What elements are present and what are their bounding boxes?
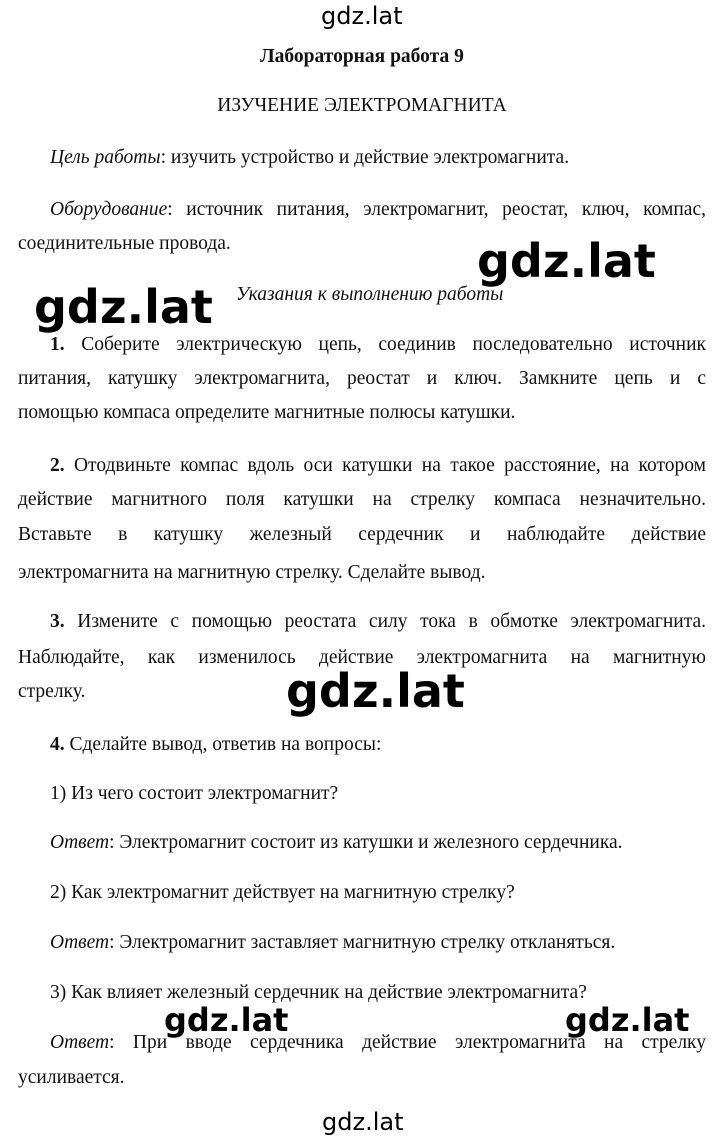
step-1-line-3: помощью компаса определите магнитные полюсы катушки. xyxy=(18,402,516,423)
step-1-line-1 xyxy=(50,333,706,357)
watermark-large-1: gdz.lat xyxy=(477,234,656,288)
question-1: 1) Из чего состоит электромагнит? xyxy=(50,783,339,804)
step-2-number: 2. xyxy=(50,455,65,476)
question-3: 3) Как влияет железный сердечник на действие электромагнита? xyxy=(50,982,587,1003)
step-4-number: 4. xyxy=(50,734,65,755)
answer-3-line-2: усиливается. xyxy=(18,1067,125,1088)
answer-1-text: : Электромагнит состоит из катушки и железного сердечника. xyxy=(109,832,623,853)
step-4-text-1: Сделайте вывод, ответив на вопросы: xyxy=(69,734,382,755)
watermark-top: gdz.lat xyxy=(321,2,403,30)
step-4-line-1 xyxy=(50,733,706,757)
step-2-line-2: действие магнитного поля катушки на стрелку компаса незначительно. xyxy=(18,489,706,510)
step-3-line-3: стрелку. xyxy=(18,681,86,702)
watermark-large-2: gdz.lat xyxy=(34,280,213,334)
step-2-line-3: Вставьте в катушку железный сердечник и наблюдайте действие xyxy=(18,524,706,545)
equipment-text-1: : источник питания, электромагнит, реостат, ключ, компас, xyxy=(167,199,706,220)
watermark-large-5: gdz.lat xyxy=(565,1001,690,1039)
step-2-line-4: электромагнита на магнитную стрелку. Сделайте вывод. xyxy=(18,562,486,583)
instructions-heading: Указания к выполнению работы xyxy=(236,284,504,305)
page-title: Лабораторная работа 9 xyxy=(260,46,464,67)
equipment-label: Оборудование xyxy=(50,199,168,220)
goal-label: Цель работы xyxy=(50,147,161,168)
answer-3-text-1: : При вводе сердечника действие электромагнита на стрелку xyxy=(109,1032,706,1053)
step-3-line-1 xyxy=(50,610,706,634)
step-1-text-1: Соберите электрическую цепь, соединив последовательно источник xyxy=(81,334,706,355)
goal-text: : изучить устройство и действие электромагнита. xyxy=(160,147,570,168)
page-subtitle: ИЗУЧЕНИЕ ЭЛЕКТРОМАГНИТА xyxy=(217,95,507,116)
answer-1-label: Ответ xyxy=(50,832,110,853)
step-3-text-1: Измените с помощью реостата силу тока в обмотке электромагнита. xyxy=(77,611,706,632)
step-3-number: 3. xyxy=(50,611,65,632)
step-1-line-2: питания, катушку электромагнита, реостат и ключ. Замкните цепь и с xyxy=(18,368,706,389)
watermark-large-4: gdz.lat xyxy=(164,1001,289,1039)
question-2: 2) Как электромагнит действует на магнитную стрелку? xyxy=(50,882,515,903)
answer-3-label: Ответ xyxy=(50,1032,110,1053)
step-2-line-1 xyxy=(50,454,706,478)
goal-line xyxy=(50,146,706,170)
step-1-number: 1. xyxy=(50,334,65,355)
step-3-line-2: Наблюдайте, как изменилось действие электромагнита на магнитную xyxy=(18,647,706,668)
answer-2-label: Ответ xyxy=(50,932,110,953)
step-2-text-1: Отодвиньте компас вдоль оси катушки на такое расстояние, на котором xyxy=(73,455,706,476)
answer-1 xyxy=(50,831,706,855)
equipment-line-1 xyxy=(50,198,706,222)
watermark-bottom: gdz.lat xyxy=(322,1108,404,1136)
answer-2-text: : Электромагнит заставляет магнитную стрелку откланяться. xyxy=(109,932,616,953)
equipment-line-2: соединительные провода. xyxy=(18,233,231,254)
answer-2 xyxy=(50,931,706,955)
watermark-large-3: gdz.lat xyxy=(286,664,465,718)
